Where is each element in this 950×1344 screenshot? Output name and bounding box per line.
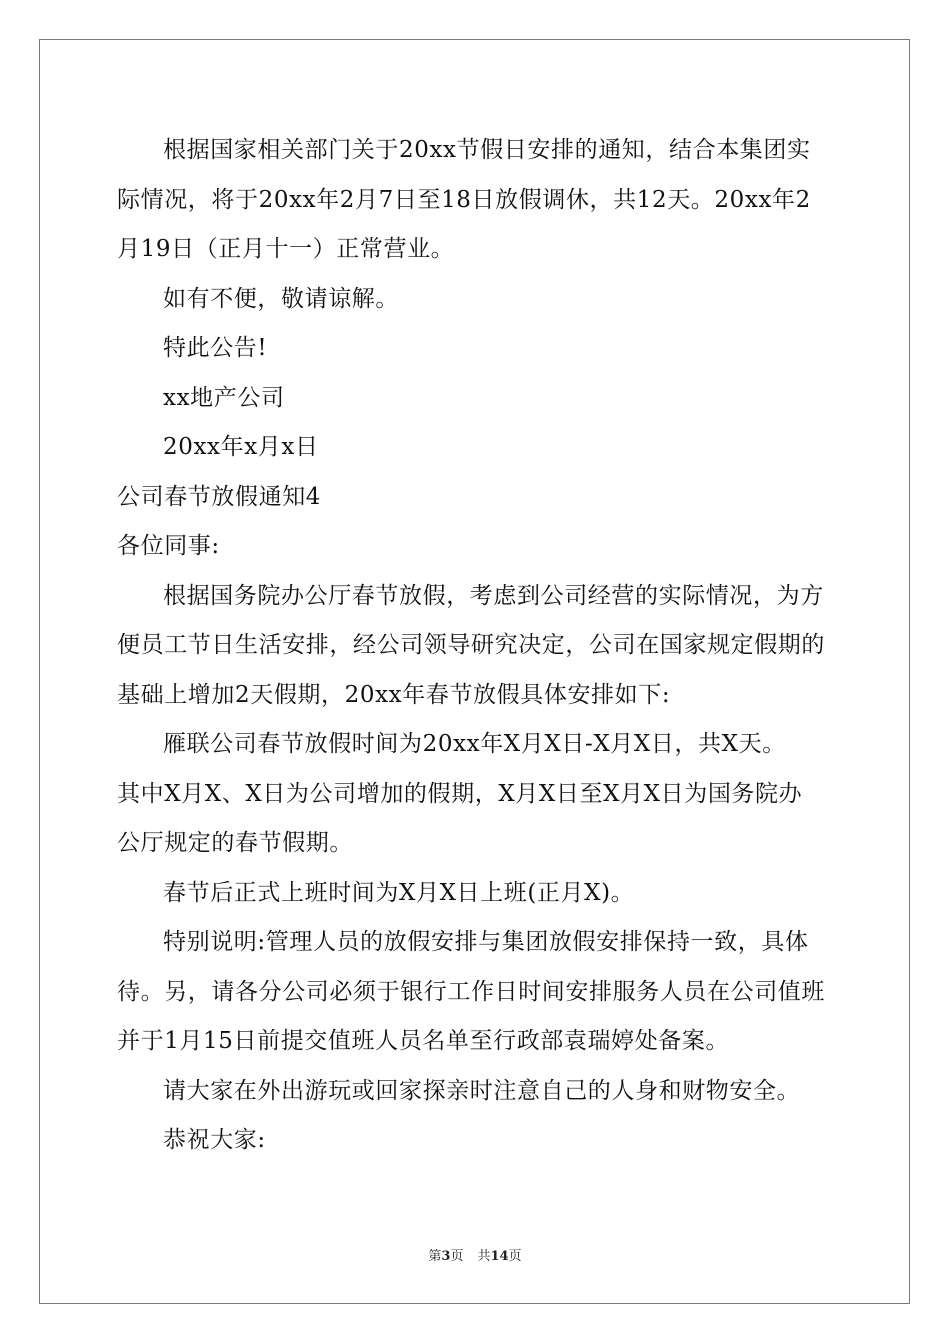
signature-date: 20xx年x月x日 [163, 434, 319, 460]
paragraph-line: 际情况，将于20xx年2月7日至18日放假调休，共12天。20xx年2 [117, 186, 811, 213]
page-indicator: 第3页 [428, 1249, 464, 1264]
paragraph-line: 便员工节日生活安排，经公司领导研究决定，公司在国家规定假期的 [117, 632, 825, 658]
document-body [117, 126, 837, 1166]
salutation: 各位同事: [117, 533, 220, 559]
paragraph-line: 基础上增加2天假期，20xx年春节放假具体安排如下: [117, 681, 671, 708]
paragraph-line: 公厅规定的春节假期。 [117, 830, 353, 856]
company-signature: xx地产公司 [163, 384, 285, 411]
paragraph-line: 恭祝大家: [163, 1127, 266, 1153]
paragraph-line: 并于1月15日前提交值班人员名单至行政部袁瑞婷处备案。 [117, 1028, 730, 1054]
page-footer [0, 1245, 950, 1264]
paragraph-line: 根据国务院办公厅春节放假，考虑到公司经营的实际情况，为方 [163, 582, 824, 609]
paragraph-line: 请大家在外出游玩或回家探亲时注意自己的人身和财物安全。 [163, 1077, 801, 1104]
section-title: 公司春节放假通知4 [117, 483, 322, 510]
paragraph-line: 特别说明:管理人员的放假安排与集团放假安排保持一致，具体 [163, 929, 809, 955]
paragraph-line: 根据国家相关部门关于20xx节假日安排的通知，结合本集团实 [163, 137, 811, 163]
paragraph-line: 待。另，请各分公司必须于银行工作日时间安排服务人员在公司值班 [117, 978, 825, 1005]
paragraph-line: 春节后正式上班时间为X月X日上班(正月X)。 [163, 879, 635, 906]
paragraph-line: 如有不便，敬请谅解。 [163, 285, 399, 312]
total-pages-indicator: 共14页 [477, 1249, 522, 1264]
paragraph-line: 雁联公司春节放假时间为20xx年X月X日-X月X日，共X天。 [163, 731, 786, 757]
paragraph-line: 其中X月X、X日为公司增加的假期，X月X日至X月X日为国务院办 [117, 780, 803, 807]
paragraph-line: 特此公告! [163, 335, 268, 361]
paragraph-line: 月19日（正月十一）正常营业。 [117, 236, 455, 262]
